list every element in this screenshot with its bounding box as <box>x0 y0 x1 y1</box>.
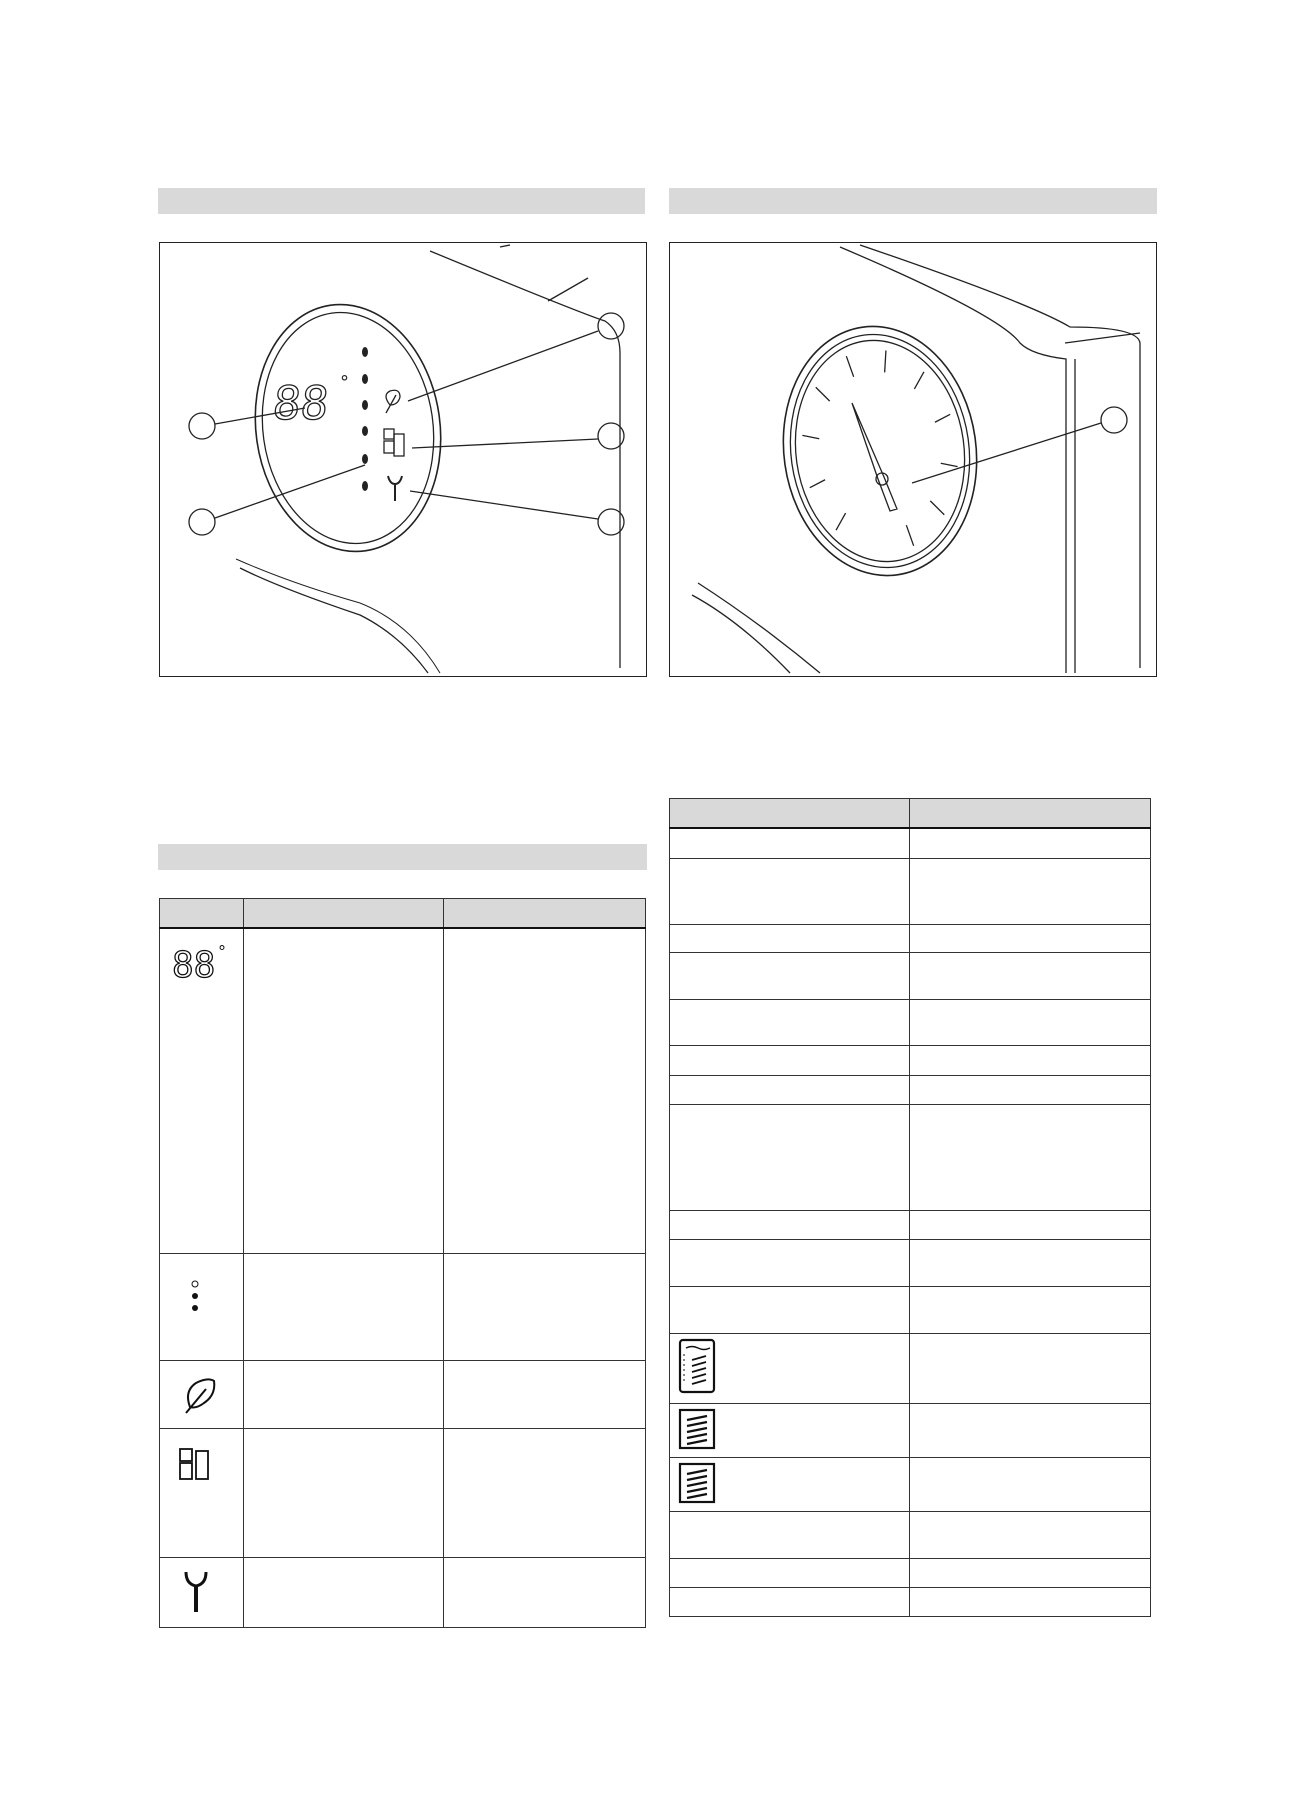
left-cell <box>670 1333 910 1403</box>
gauge-tick <box>836 513 846 530</box>
header-cell-left <box>670 799 910 829</box>
table-row <box>670 1045 1151 1075</box>
right-cell <box>910 1075 1151 1104</box>
svg-text:88: 88 <box>172 945 216 986</box>
table-row <box>670 828 1151 858</box>
left-cell <box>670 858 910 924</box>
hatched-square-icon <box>670 1404 909 1457</box>
description-cell <box>444 1360 646 1428</box>
right-cell <box>910 924 1151 952</box>
right-cell <box>910 952 1151 999</box>
table-row <box>670 1333 1151 1403</box>
symbol-cell <box>160 1557 244 1627</box>
wrench-icon <box>160 1558 244 1624</box>
header-cell-meaning <box>244 899 444 929</box>
table-row <box>670 999 1151 1045</box>
left-cell <box>670 828 910 858</box>
document-hatched-icon <box>670 1334 909 1401</box>
right-cell <box>910 1333 1151 1403</box>
right-cell <box>910 1104 1151 1210</box>
seven-segment-digits-icon <box>160 929 244 989</box>
table-row <box>670 1286 1151 1333</box>
gauge-tick <box>810 480 825 488</box>
symbol-cell <box>160 1253 244 1360</box>
right-cell <box>910 1587 1151 1616</box>
section-bar-mid-left <box>158 844 647 870</box>
left-cell <box>670 1457 910 1511</box>
table-header-row <box>160 899 646 929</box>
meaning-cell <box>244 1360 444 1428</box>
right-cell <box>910 1045 1151 1075</box>
left-cell <box>670 1558 910 1587</box>
gauge-tick <box>802 435 819 438</box>
gauge-tick <box>941 463 958 466</box>
right-cell <box>910 1239 1151 1286</box>
gauge-tick <box>914 372 924 389</box>
section-bar-top-left <box>158 188 645 214</box>
table-row <box>160 928 646 1253</box>
left-cell <box>670 1045 910 1075</box>
display-degree: ° <box>340 372 349 393</box>
meaning-cell <box>244 1557 444 1627</box>
gauge-tick <box>930 501 944 515</box>
header-cell-description <box>444 899 646 929</box>
left-cell <box>670 999 910 1045</box>
right-cell <box>910 858 1151 924</box>
left-cell <box>670 1286 910 1333</box>
right-cell <box>910 1210 1151 1239</box>
gauge-tick <box>816 387 830 401</box>
left-cell <box>670 1403 910 1457</box>
left-cell <box>670 1075 910 1104</box>
two-boxes-icon <box>160 1429 244 1489</box>
table-row <box>670 858 1151 924</box>
meaning-cell <box>244 928 444 1253</box>
table-row <box>160 1557 646 1627</box>
gauge-tick <box>935 414 950 422</box>
right-cell <box>910 1286 1151 1333</box>
svg-text:°: ° <box>218 942 226 961</box>
description-cell <box>444 1253 646 1360</box>
table-row <box>670 1403 1151 1457</box>
symbol-cell <box>160 1428 244 1557</box>
leaf-icon <box>160 1361 244 1427</box>
section-bar-top-right <box>669 188 1157 214</box>
left-cell <box>670 1210 910 1239</box>
table-row <box>160 1360 646 1428</box>
symbol-cell <box>160 928 244 1253</box>
right-cell <box>910 1457 1151 1511</box>
table-row <box>670 1558 1151 1587</box>
analog-gauge-illustration <box>670 243 1158 678</box>
description-cell <box>444 1428 646 1557</box>
table-row <box>670 1104 1151 1210</box>
gauge-tick <box>906 525 913 546</box>
figure-analog-gauge <box>669 242 1157 677</box>
gauge-tick <box>846 356 853 377</box>
description-cell <box>444 928 646 1253</box>
meaning-cell <box>244 1253 444 1360</box>
gauge-tick <box>885 351 886 373</box>
right-cell <box>910 1511 1151 1558</box>
left-cell <box>670 1511 910 1558</box>
right-cell <box>910 1558 1151 1587</box>
left-cell <box>670 1104 910 1210</box>
settings-table <box>669 798 1151 1617</box>
left-cell <box>670 924 910 952</box>
description-cell <box>444 1557 646 1627</box>
header-cell-symbol <box>160 899 244 929</box>
left-cell <box>670 1587 910 1616</box>
display-digits: 88 <box>270 376 332 430</box>
digital-control-illustration <box>160 243 648 678</box>
hatched-square-icon <box>670 1458 909 1511</box>
left-cell <box>670 1239 910 1286</box>
table-row <box>670 1239 1151 1286</box>
table-row <box>670 1511 1151 1558</box>
meaning-cell <box>244 1428 444 1557</box>
header-cell-right <box>910 799 1151 829</box>
symbols-table <box>159 898 646 1628</box>
left-cell <box>670 952 910 999</box>
table-row <box>670 1457 1151 1511</box>
table-row <box>670 952 1151 999</box>
table-row <box>160 1428 646 1557</box>
three-dots-icon <box>160 1254 244 1334</box>
table-row <box>160 1253 646 1360</box>
symbol-cell <box>160 1360 244 1428</box>
right-cell <box>910 1403 1151 1457</box>
table-row <box>670 924 1151 952</box>
right-cell <box>910 999 1151 1045</box>
figure-digital-control <box>159 242 647 677</box>
table-row <box>670 1587 1151 1616</box>
right-cell <box>910 828 1151 858</box>
table-row <box>670 1075 1151 1104</box>
table-header-row <box>670 799 1151 829</box>
table-row <box>670 1210 1151 1239</box>
